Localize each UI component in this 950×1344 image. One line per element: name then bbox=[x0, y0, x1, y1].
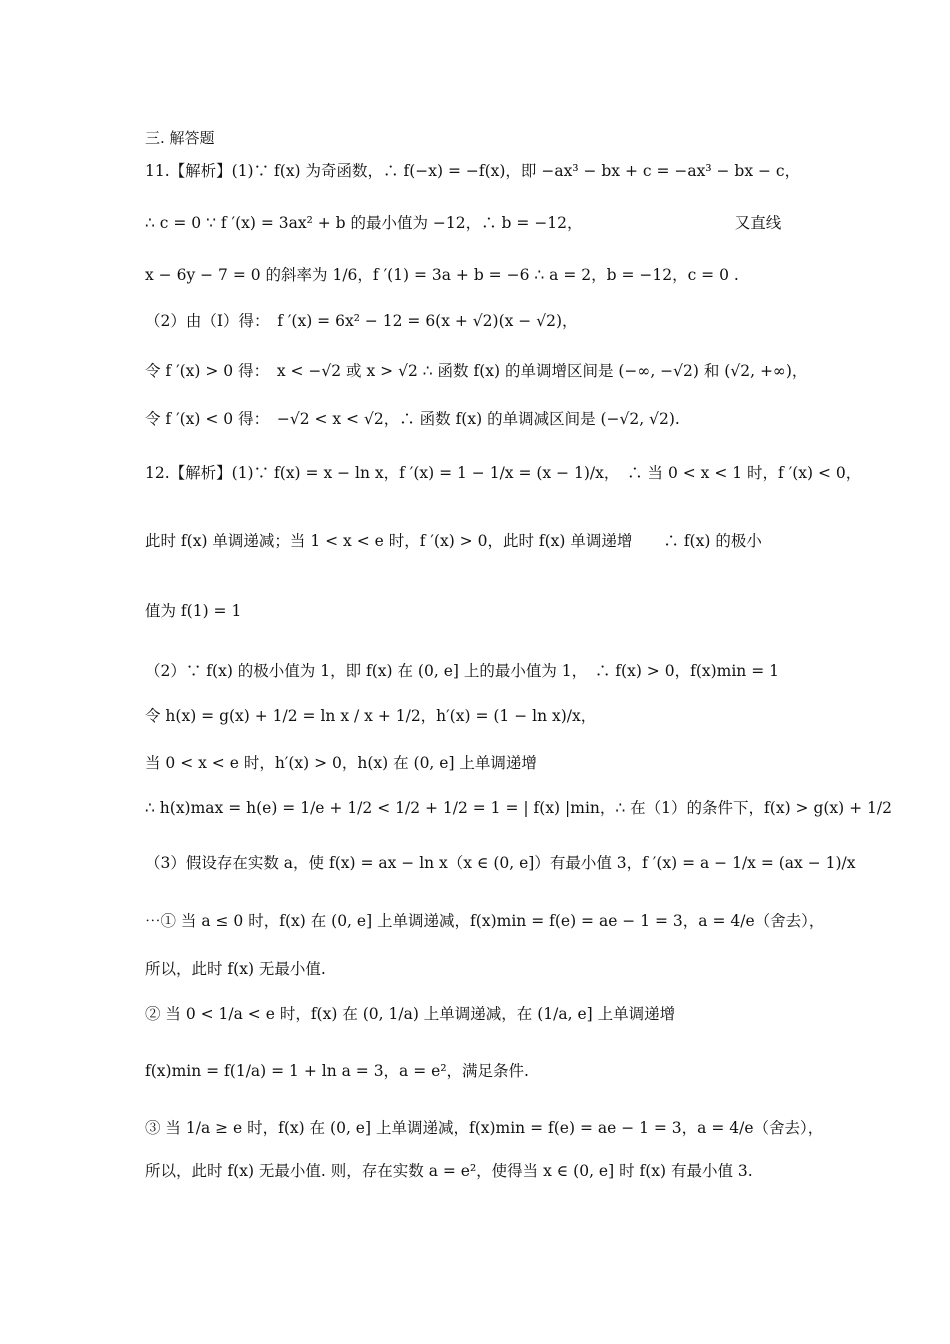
solution-12-line-3: 值为 f(1) = 1 bbox=[145, 602, 242, 620]
solution-11-line-3: x − 6y − 7 = 0 的斜率为 1/6，f ′(1) = 3a + b = −6 ∴ a = 2，b = −12，c = 0 . bbox=[145, 266, 739, 284]
solution-12-line-1: 12.【解析】(1)∵ f(x) = x − ln x，f ′(x) = 1 − 1/x = (x − 1)/x， ∴ 当 0 < x < 1 时，f ′(x) < 0， bbox=[145, 464, 862, 482]
solution-12-line-8: （3）假设存在实数 a，使 f(x) = ax − ln x（x ∈ (0, e]）有最小值 3，f ′(x) = a − 1/x = (ax − 1)/x bbox=[145, 854, 856, 872]
solution-12-line-14: 所以，此时 f(x) 无最小值. 则，存在实数 a = e²，使得当 x ∈ (0, e] 时 f(x) 有最小值 3. bbox=[145, 1162, 753, 1180]
solution-12-line-6: 当 0 < x < e 时，h′(x) > 0，h(x) 在 (0, e] 上单调递增 bbox=[145, 754, 537, 772]
solution-12-line-2: 此时 f(x) 单调递减；当 1 < x < e 时，f ′(x) > 0，此时 f(x) 单调递增 ∴ f(x) 的极小 bbox=[145, 532, 762, 550]
solution-12-line-9: ⋯① 当 a ≤ 0 时，f(x) 在 (0, e] 上单调递减，f(x)min = f(e) = ae − 1 = 3，a = 4/e（舍去）， bbox=[145, 912, 825, 930]
solution-11-line-5: 令 f ′(x) > 0 得： x < −√2 或 x > √2 ∴ 函数 f(x) 的单调增区间是 (−∞, −√2) 和 (√2, +∞)， bbox=[145, 362, 808, 380]
solution-11-line-6: 令 f ′(x) < 0 得： −√2 < x < √2，∴ 函数 f(x) 的单调减区间是 (−√2, √2). bbox=[145, 410, 680, 428]
solution-12-line-7: ∴ h(x)max = h(e) = 1/e + 1/2 < 1/2 + 1/2 = 1 = | f(x) |min，∴ 在（1）的条件下，f(x) > g(x) + 1/2 bbox=[145, 799, 892, 817]
solution-12-line-5: 令 h(x) = g(x) + 1/2 = ln x / x + 1/2，h′(x) = (1 − ln x)/x， bbox=[145, 707, 597, 725]
solution-11-line-2: ∴ c = 0 ∵ f ′(x) = 3ax² + b 的最小值为 −12，∴ b = −12， 又直线 bbox=[145, 214, 782, 232]
solution-12-line-11: ② 当 0 < 1/a < e 时，f(x) 在 (0, 1/a) 上单调递减，在 (1/a, e] 上单调递增 bbox=[145, 1005, 676, 1023]
solution-12-line-4: （2）∵ f(x) 的极小值为 1，即 f(x) 在 (0, e] 上的最小值为 1， ∴ f(x) > 0，f(x)min = 1 bbox=[145, 662, 779, 680]
solution-11-line-1: 11.【解析】(1)∵ f(x) 为奇函数，∴ f(−x) = −f(x)，即 −ax³ − bx + c = −ax³ − bx − c， bbox=[145, 162, 801, 180]
solution-12-line-10: 所以，此时 f(x) 无最小值. bbox=[145, 960, 326, 978]
solution-11-line-4: （2）由（Ⅰ）得： f ′(x) = 6x² − 12 = 6(x + √2)(x − √2)， bbox=[145, 312, 578, 330]
solution-12-line-13: ③ 当 1/a ≥ e 时，f(x) 在 (0, e] 上单调递减，f(x)min = f(e) = ae − 1 = 3，a = 4/e（舍去）， bbox=[145, 1119, 824, 1137]
section-title: 三. 解答题 bbox=[145, 129, 215, 147]
solution-12-line-12: f(x)min = f(1/a) = 1 + ln a = 3，a = e²，满足条件. bbox=[145, 1062, 529, 1080]
